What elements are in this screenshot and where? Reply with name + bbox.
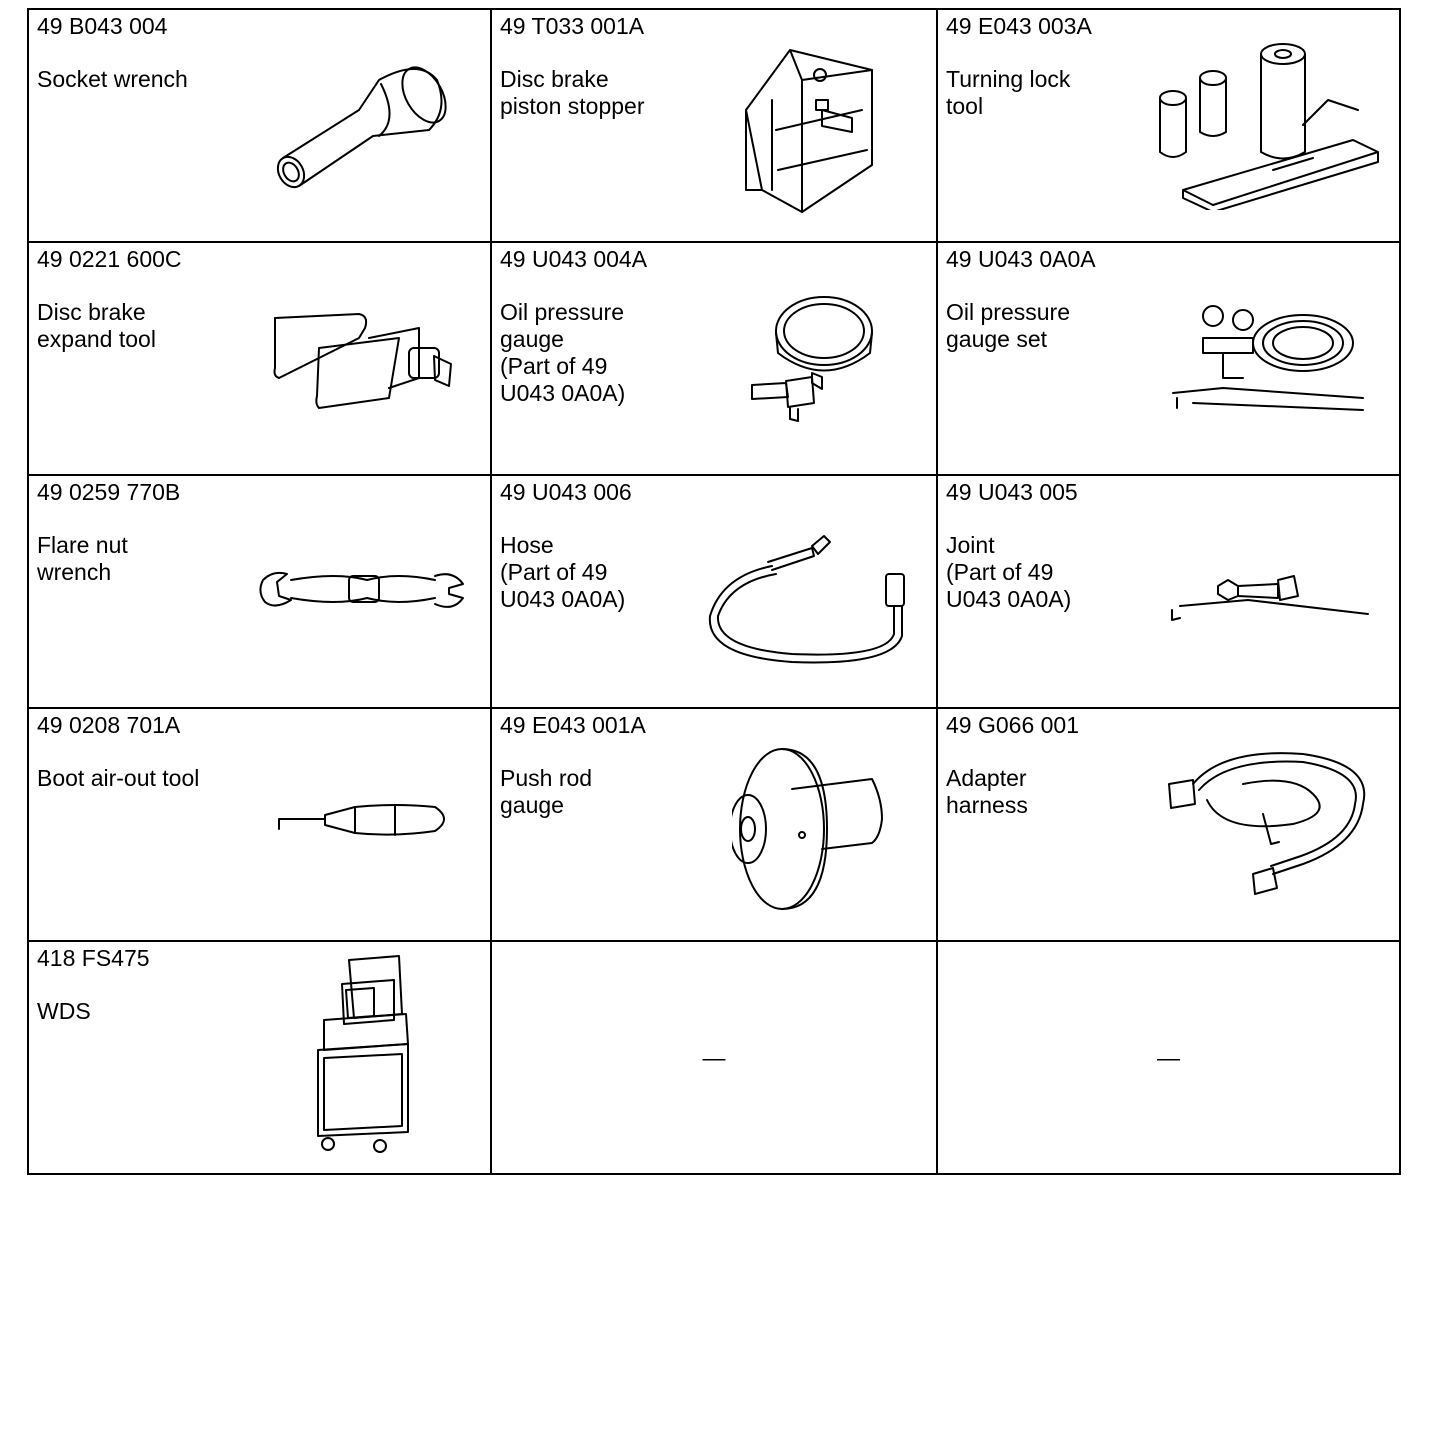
tool-cell xyxy=(937,475,1400,708)
hose-icon xyxy=(702,516,912,666)
tool-code: 418 FS475 xyxy=(37,945,150,971)
tool-code: 49 E043 003A xyxy=(946,13,1092,39)
tool-code: 49 U043 004A xyxy=(500,246,648,272)
tool-cell xyxy=(937,242,1400,475)
empty-dash: — xyxy=(702,1044,726,1070)
tool-cell xyxy=(491,708,937,941)
tool-code: 49 0259 770B xyxy=(37,479,181,505)
tool-cell xyxy=(491,475,937,708)
tool-cell xyxy=(491,9,937,242)
empty-cell xyxy=(491,941,937,1174)
tool-name: Joint (Part of 49 U043 0A0A) xyxy=(946,532,1072,612)
special-tools-table xyxy=(27,8,1401,1175)
tool-cell xyxy=(28,708,491,941)
tool-cell xyxy=(28,242,491,475)
tool-name: Oil pressure gauge (Part of 49 U043 0A0A) xyxy=(500,299,626,406)
tool-name: Push rod gauge xyxy=(500,765,593,818)
tool-name: Socket wrench xyxy=(37,66,188,92)
tool-code: 49 B043 004 xyxy=(37,13,168,39)
tool-cell xyxy=(28,941,491,1174)
table-row xyxy=(28,9,1400,242)
tool-cell xyxy=(28,9,491,242)
tool-name: Boot air-out tool xyxy=(37,765,200,791)
tool-name: Hose (Part of 49 U043 0A0A) xyxy=(500,532,626,612)
tool-code: 49 0221 600C xyxy=(37,246,182,272)
tool-code: 49 T033 001A xyxy=(500,13,645,39)
tool-cell xyxy=(491,242,937,475)
boot-air-out-tool-icon xyxy=(275,799,455,844)
tool-code: 49 U043 005 xyxy=(946,479,1078,505)
tool-code: 49 0208 701A xyxy=(37,712,181,738)
tool-name: Flare nut wrench xyxy=(37,532,128,585)
empty-dash: — xyxy=(1157,1044,1180,1070)
tool-code: 49 U043 0A0A xyxy=(946,246,1096,272)
tool-name: Turning lock tool xyxy=(946,66,1071,119)
tool-cell xyxy=(937,708,1400,941)
table-row xyxy=(28,941,1400,1174)
push-rod-gauge-icon xyxy=(732,739,902,914)
tool-cell xyxy=(28,475,491,708)
tool-name: Oil pressure gauge set xyxy=(946,299,1070,352)
joint-icon xyxy=(1168,556,1378,626)
tool-name: Disc brake piston stopper xyxy=(500,66,645,119)
tool-cell xyxy=(937,9,1400,242)
tool-code: 49 G066 001 xyxy=(946,712,1080,738)
pressure-gauge-icon xyxy=(742,293,892,428)
gauge-set-icon xyxy=(1163,298,1373,423)
table-row xyxy=(28,475,1400,708)
tool-code: 49 U043 006 xyxy=(500,479,632,505)
table-row xyxy=(28,242,1400,475)
flare-nut-wrench-icon xyxy=(257,566,467,616)
turning-lock-tool-icon xyxy=(1153,40,1383,210)
piston-stopper-icon xyxy=(732,40,882,215)
tool-name: Disc brake expand tool xyxy=(37,299,156,352)
tool-name: WDS xyxy=(37,998,91,1024)
socket-wrench-icon xyxy=(269,60,459,200)
empty-cell xyxy=(937,941,1400,1174)
tool-name: Adapter harness xyxy=(946,765,1028,818)
adapter-harness-icon xyxy=(1163,744,1378,899)
expand-tool-icon xyxy=(269,308,459,418)
wds-station-icon xyxy=(314,954,414,1159)
table-row xyxy=(28,708,1400,941)
tool-code: 49 E043 001A xyxy=(500,712,646,738)
